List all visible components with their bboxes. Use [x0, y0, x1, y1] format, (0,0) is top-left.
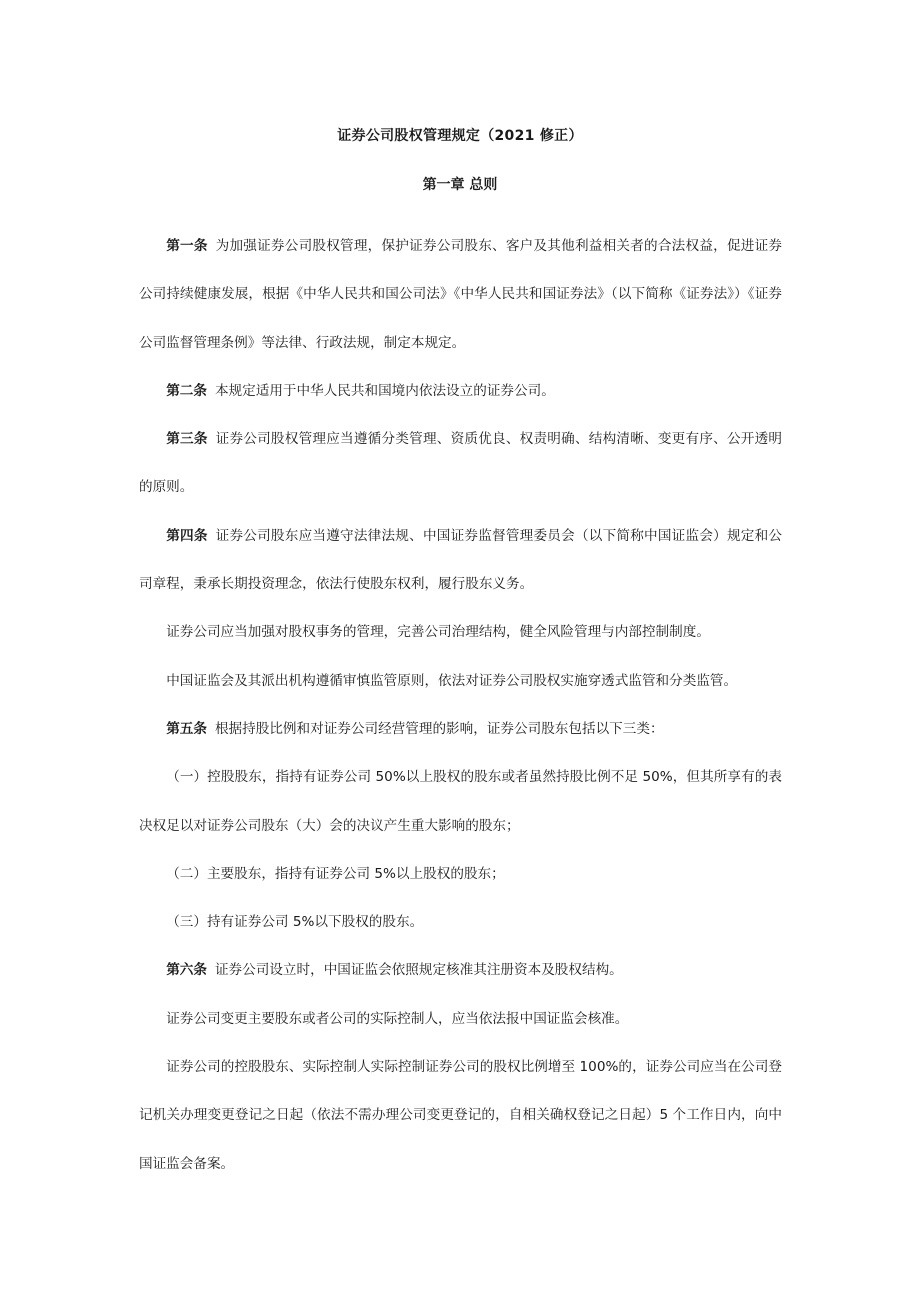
paragraph-text: （一）控股股东，指持有证券公司 50%以上股权的股东或者虽然持股比例不足 50%，但其所享有的表决权足以对证券公司股东（大）会的决议产生重大影响的股东； [139, 769, 782, 834]
paragraph-text: 证券公司设立时，中国证监会依照规定核准其注册资本及股权结构。 [214, 962, 623, 979]
paragraph [139, 898, 782, 946]
paragraph [139, 850, 782, 898]
paragraph-text: 证券公司变更主要股东或者公司的实际控制人，应当依法报中国证监会核准。 [166, 1010, 629, 1027]
paragraph-text: 为加强证券公司股权管理，保护证券公司股东、客户及其他利益相关者的合法权益，促进证券公司持续健康发展，根据《中华人民共和国公司法》《中华人民共和国证券法》（以下简称《证券法》）《证券公司监督管理条例》等法律、行政法规，制定本规定。 [139, 238, 783, 351]
paragraph-article-4 [139, 512, 782, 609]
document-body [139, 222, 782, 1188]
paragraph-article-5 [139, 705, 782, 753]
paragraph [139, 995, 782, 1043]
paragraph-text: （三）持有证券公司 5%以下股权的股东。 [166, 914, 424, 931]
document-title: 证券公司股权管理规定（2021 修正） [337, 128, 583, 144]
paragraph-text: 证券公司股权管理应当遵循分类管理、资质优良、权责明确、结构清晰、变更有序、公开透明的原则。 [139, 431, 783, 496]
paragraph-text: 本规定适用于中华人民共和国境内依法设立的证券公司。 [214, 382, 555, 399]
paragraph [139, 608, 782, 656]
article-label: 第三条 [166, 431, 208, 448]
paragraph-text: 中国证监会及其派出机构遵循审慎监管原则，依法对证券公司股权实施穿透式监管和分类监管。 [166, 672, 738, 689]
paragraph-text: 证券公司的控股股东、实际控制人实际控制证券公司的股权比例增至 100%的，证券公司应当在公司登记机关办理变更登记之日起（依法不需办理公司变更登记的，自相关确权登记之日起）5 个工作日内，向中国证监会备案。 [139, 1059, 782, 1172]
article-label: 第四条 [166, 527, 208, 544]
chapter-heading: 第一章 总则 [422, 177, 498, 193]
paragraph [139, 657, 782, 705]
paragraph-article-6 [139, 946, 782, 994]
paragraph-text: 证券公司应当加强对股权事务的管理，完善公司治理结构，健全风险管理与内部控制制度。 [166, 624, 710, 641]
article-label: 第五条 [166, 720, 207, 737]
paragraph-article-2 [139, 367, 782, 415]
article-label: 第二条 [166, 382, 207, 399]
paragraph-text: （二）主要股东，指持有证券公司 5%以上股权的股东； [166, 865, 505, 882]
paragraph-article-1 [139, 222, 782, 367]
paragraph-text: 根据持股比例和对证券公司经营管理的影响，证券公司股东包括以下三类： [214, 720, 664, 737]
paragraph [139, 1043, 782, 1188]
paragraph-text: 证券公司股东应当遵守法律法规、中国证券监督管理委员会（以下简称中国证监会）规定和公司章程，秉承长期投资理念，依法行使股东权利，履行股东义务。 [139, 527, 783, 593]
article-label: 第六条 [166, 962, 207, 979]
paragraph [139, 753, 782, 850]
article-label: 第一条 [166, 238, 208, 254]
paragraph-article-3 [139, 415, 782, 512]
